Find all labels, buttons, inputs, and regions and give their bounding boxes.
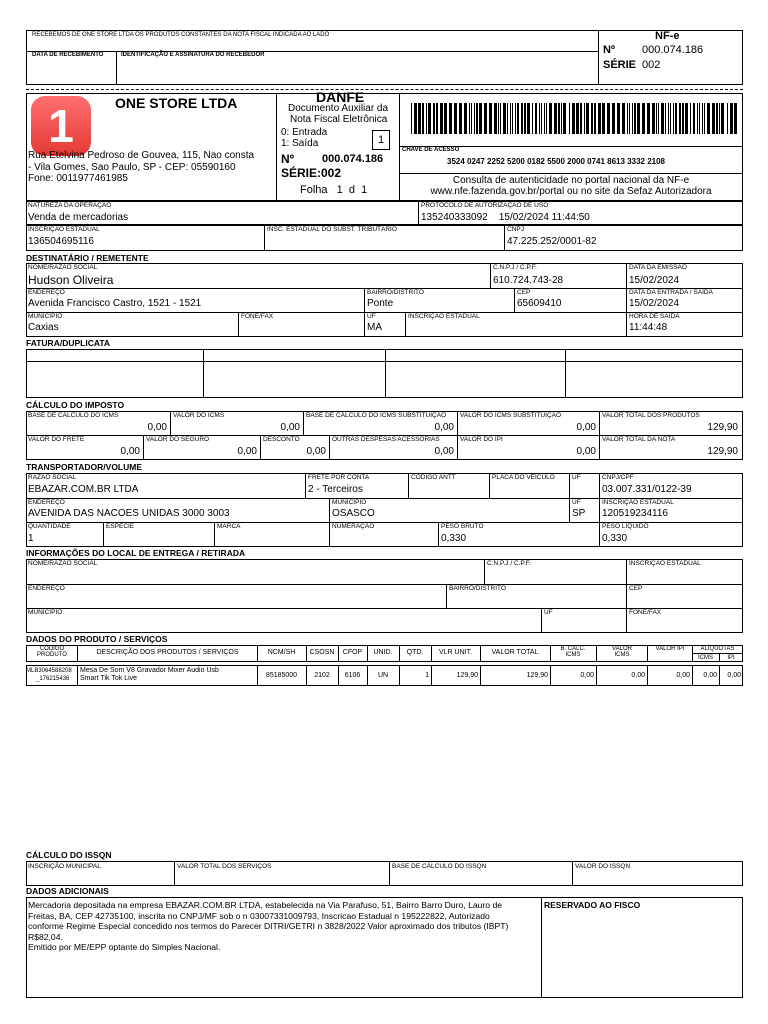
protocol-value: 135240333092 15/02/2024 11:44:50 [421,212,590,223]
barcode-bar [685,103,688,134]
net-weight: 0,330 [602,533,628,544]
barcode-bar [602,103,605,134]
logo-numeral: 1 [48,100,74,152]
carrier-city: OSASCO [332,508,375,519]
danfe-exit-option: 1: Saída [281,138,319,149]
exit-time-label: HORA DE SAÍDA [629,313,680,320]
barcode-bar [532,103,533,134]
recipient-phone-label: FONE/FAX [241,313,274,320]
other-expenses: 0,00 [434,446,454,457]
danfe-number: 000.074.186 [322,153,384,165]
issqn-services-label: VALOR TOTAL DOS SERVIÇOS [177,863,272,870]
carrier-cnpj: 03.007.331/0122-39 [602,484,692,495]
recipient-name-label: NOME/RAZÃO SOCIAL [28,264,98,271]
barcode-bar [670,103,671,134]
consult-line-1: Consulta de autenticidade no portal nacional da NF-e [452,175,690,186]
base-icms: 0,00 [147,422,167,433]
receipt-statement: RECEBEMOS DE ONE STORE LTDA OS PRODUTOS CONSTANTES DA NOTA FISCAL INDICADA AO LADO [32,32,330,38]
barcode-bar [459,103,462,134]
recipient-city-label: MUNICÍPIO [28,313,63,320]
barcode-bar [510,103,511,134]
numbering-label: NUMERAÇÃO [332,523,375,530]
additional-info [28,900,538,953]
emission-date: 15/02/2024 [629,275,680,286]
barcode-bar [433,103,435,134]
carrier-name-label: RAZÃO SOCIAL [28,474,77,481]
gross-weight: 0,330 [441,533,467,544]
stub-number-label: Nº [603,44,615,56]
barcode-bar [665,103,666,134]
invoice-total-label: VALOR TOTAL DA NOTA [602,436,676,443]
recipient-name: Hudson Oliveira [28,273,114,287]
discount-value: 0,00 [306,446,326,457]
barcode-bar [586,103,589,134]
barcode-bar [558,103,560,134]
barcode-bar [563,103,566,134]
carrier-address: AVENIDA DAS NACOES UNIDAS 3000 3003 [28,508,230,519]
col-rate-ipi: IPI [727,655,735,661]
col-qty: QTD. [406,649,424,656]
col-base-icms: B. CALC. ICMS [560,646,586,659]
issqn-value-label: VALOR DO ISSQN [575,863,631,870]
freight-value: 0,00 [120,446,140,457]
barcode-bar [673,103,674,134]
danfe-type: 1 [377,134,385,146]
products-total-label: VALOR TOTAL DOS PRODUTOS [602,412,700,419]
invoice-total: 129,90 [707,446,738,457]
barcode-bar [675,103,677,134]
barcode-bar [576,103,579,134]
recipient-address-label: ENDEREÇO [28,289,65,296]
icms-st: 0,00 [576,422,596,433]
issqn-im-label: INSCRIÇÃO MUNICIPAL [28,863,101,870]
item-rate-icms: 0,00 [703,672,717,679]
barcode-bar [730,103,733,134]
barcode-bar [444,103,447,134]
carrier-uf2-label: UF [572,499,581,506]
barcode-bar [454,103,457,134]
barcode-bar [658,103,659,134]
barcode-bar [561,103,562,134]
barcode-bar [569,103,570,134]
item-unit: UN [377,672,389,679]
barcode-bar [716,103,718,134]
barcode-bar [517,103,519,134]
icms-label: VALOR DO ICMS [173,412,225,419]
barcode-bar [484,103,487,134]
recipient-address: Avenida Francisco Castro, 1521 - 1521 [28,298,202,309]
barcode-bar [474,103,475,134]
barcode-bar [411,103,412,134]
barcode-bar [544,103,545,134]
fisco-label: RESERVADO AO FISCO [544,900,641,910]
barcode-bar [693,103,695,134]
emission-date-label: DATA DA EMISSÃO [629,264,687,271]
barcode-bar [436,103,438,134]
item-ipi: 0,00 [676,672,690,679]
barcode-bar [541,103,542,134]
barcode-bar [539,103,540,134]
danfe-subtitle-2: Nota Fiscal Eletrônica [290,114,388,125]
danfe-subtitle-1: Documento Auxiliar da [288,103,389,114]
freight-label: VALOR DO FRETE [28,436,85,443]
recipient-ie-label: INSCRIÇÃO ESTADUAL [408,313,480,320]
recipient-uf: MA [367,322,382,333]
barcode-bar [629,103,630,134]
barcode-bar [449,103,452,134]
stub-number: 000.074.186 [642,44,704,56]
barcode-bar [524,103,526,134]
barcode-bar [707,103,710,134]
barcode-bar [612,103,615,134]
nature-value: Venda de mercadorias [28,212,129,223]
barcode-bar [594,103,596,134]
exit-time: 11:44:48 [629,322,668,333]
plate-label: PLACA DO VEÍCULO [492,474,555,481]
col-total: VALOR TOTAL [491,649,539,656]
carrier-uf-label: UF [572,474,581,481]
danfe-entry-option: 0: Entrada [281,127,328,138]
quantity-label: QUANTIDADE [28,523,71,530]
icms-value: 0,00 [280,422,300,433]
carrier-address-label: ENDEREÇO [28,499,65,506]
col-unit: UNID. [373,649,393,656]
carrier-cnpj-label: CNPJ/CPF [602,474,634,481]
cut-line [26,89,743,90]
barcode-bar [428,103,431,134]
nature-label: NATUREZA DA OPERAÇÃO [28,202,112,209]
additional-line: Mercadoria depositada na empresa EBAZAR.COM.BR LTDA, estabelecida na Via Parafuso, 51, Bairro Barro Duro, Lauro de [28,900,503,910]
stub-serie-label: SÉRIE [603,59,637,71]
species-label: ESPÉCIE [106,523,135,530]
barcode-bar [521,103,523,134]
col-ncm: NCM/SH [267,649,296,656]
col-code: CÓDIGO PRODUTO [37,646,67,659]
item-unit-price: 129,90 [456,672,478,679]
item-base-icms: 0,00 [580,672,594,679]
col-ipi: VALOR IPI [655,646,685,652]
recipient-cep: 65609410 [517,298,562,309]
gross-weight-label: PESO BRUTO [441,523,484,530]
item-ncm: 85185000 [265,672,298,679]
cnpj-label: CNPJ [507,226,524,233]
danfe-serie: SÉRIE:002 [281,166,342,180]
barcode-bar [699,103,700,134]
barcode-bar [682,103,684,134]
issqn-base-label: BASE DE CÁLCULO DO ISSQN [392,863,487,870]
barcode-bar [498,103,499,134]
barcode-bar [642,103,645,134]
base-icms-st: 0,00 [434,422,454,433]
barcode-bar [656,103,657,134]
insurance-label: VALOR DO SEGURO [146,436,210,443]
icms-st-label: VALOR DO ICMS SUBSTITUIÇÃO [460,412,562,419]
delivery-cep-label: CEP [629,585,643,592]
brand-label: MARCA [217,523,241,530]
recipient-uf-label: UF [367,313,376,320]
carrier-name: EBAZAR.COM.BR LTDA [28,484,139,495]
carrier-ie-label: INSCRIÇÃO ESTADUAL [602,499,674,506]
barcode-bar [469,103,470,134]
additional-section: DADOS ADICIONAIS [26,886,109,896]
delivery-address-label: ENDEREÇO [28,585,65,592]
barcode-bar [572,103,575,134]
additional-line: Emitido por ME/EPP optante do Simples Nacional. [28,942,221,952]
ie-label: INSCRIÇÃO ESTADUAL [28,226,100,233]
barcode-bar [440,103,443,134]
barcode-bar [634,103,636,134]
receipt-signature-label: IDENTIFICAÇÃO E ASSINATURA DO RECEBEDOR [121,52,265,58]
issqn-section: CÁLCULO DO ISSQN [26,850,112,860]
barcode-bar [554,103,557,134]
recipient-cep-label: CEP [517,289,531,296]
barcode-bar [607,103,610,134]
barcode-bar [418,103,421,134]
issuer-name: ONE STORE LTDA [115,95,238,111]
barcode-bar [712,103,715,134]
barcode-bar [464,103,467,134]
item-rate-ipi: 0,00 [727,672,741,679]
discount-label: DESCONTO [263,436,300,443]
col-rates: ALÍQUOTAS [700,646,735,652]
item-code-line1: MLB3064588208 [26,668,72,674]
item-desc-line2: Smart Tik Tok Live [80,675,138,682]
additional-line: Freitas, BA, CEP 42735100, inscrita no CNPJ/MF sob o n 03007331009793, Inscricao Estadual n 195222822, Autorizado [28,910,490,921]
barcode-bar [476,103,478,134]
barcode-bar [702,103,703,134]
barcode-bar [500,103,501,134]
danfe-title: DANFE [316,89,365,105]
barcode-bar [647,103,650,134]
insurance-value: 0,00 [237,446,257,457]
delivery-section: INFORMAÇÕES DO LOCAL DE ENTREGA / RETIRADA [26,548,246,558]
barcode-bar [627,103,628,134]
col-cfop: CFOP [342,649,363,656]
carrier-section: TRANSPORTADOR/VOLUME [26,462,143,472]
freight-mode-label: FRETE POR CONTA [308,474,370,481]
barcode-bar [668,103,669,134]
barcode-bar [679,103,681,134]
barcode-bar [721,103,724,134]
barcode-bar [426,103,427,134]
consult-line-2: www.nfe.fazenda.gov.br/portal ou no site da Sefaz Autorizadora [430,186,712,197]
barcode-bar [617,103,620,134]
barcode-bar [535,103,537,134]
issuer-address-line1: Rua Etelvina Pedroso de Gouvea, 115, Nao consta [28,150,255,161]
item-total: 129,90 [526,672,548,679]
store-logo [31,96,91,156]
recipient-district: Ponte [367,298,394,309]
col-csosn: CSOSN [309,649,335,656]
barcode-bar [580,103,582,134]
barcode-bar [527,103,530,134]
barcode-bar [661,103,664,134]
recipient-cpf: 610.724.743-28 [493,275,564,286]
col-rate-icms: ICMS [698,655,713,661]
barcode-bar [734,103,737,134]
delivery-name-label: NOME/RAZÃO SOCIAL [28,560,98,567]
ipi-value: 0,00 [576,446,596,457]
additional-line: conforme Regime Especial concedido nos termos do Parecer DITRI/GETRI n 3828/2022 Valor aproximado dos tributos (IBPT) [28,921,509,931]
barcode-bar [704,103,705,134]
invoice-section: FATURA/DUPLICATA [26,338,111,348]
recipient-district-label: BAIRRO/DISTRITO [367,289,424,296]
carrier-city-label: MUNICÍPIO [332,499,367,506]
item-csosn: 2102 [314,672,330,679]
tax-section: CÁLCULO DO IMPOSTO [26,400,125,410]
item-icms: 0,00 [631,672,645,679]
delivery-city-label: MUNICÍPIO [28,609,63,616]
delivery-uf-label: UF [544,609,553,616]
iest-label: INSC. ESTADUAL DO SUBST. TRIBUTÁRIO [267,226,397,233]
exit-date-label: DATA DA ENTRADA / SAÍDA [629,289,713,296]
delivery-ie-label: INSCRIÇÃO ESTADUAL [629,560,701,567]
barcode-bar [549,103,552,134]
barcode-bar [515,103,516,134]
issuer-address-line2: - Vila Gomes, Sao Paulo, SP - CEP: 05590160 [28,162,236,173]
barcode-bar [494,103,497,134]
stub-nfe-label: NF-e [655,30,680,42]
net-weight-label: PESO LÍQUIDO [602,523,649,530]
barcode-bar [546,103,547,134]
issuer-phone: Fone: 0011977461985 [28,173,128,184]
item-code-line2: _176215436 [36,676,70,682]
barcode-bar [479,103,482,134]
barcode-bar [637,103,640,134]
products-section: DADOS DO PRODUTO / SERVIÇOS [26,634,168,644]
danfe-page: Folha 1 d 1 [300,184,368,196]
item-cfop: 6106 [344,672,361,679]
barcode-bar [598,103,601,134]
barcode-bar [622,103,625,134]
barcode-bar [512,103,513,134]
recipient-section: DESTINATÁRIO / REMETENTE [26,253,149,263]
barcode-bar [507,103,508,134]
barcode-bar [591,103,593,134]
access-key-barcode [411,103,737,134]
base-icms-label: BASE DE CÁLCULO DO ICMS [28,412,119,419]
ie-value: 136504695116 [28,236,94,247]
danfe-number-label: Nº [281,152,295,166]
cnpj-value: 47.225.252/0001-82 [507,236,597,247]
exit-date: 15/02/2024 [629,298,680,309]
delivery-phone-label: FONE/FAX [629,609,662,616]
additional-line: R$82,04. [28,931,63,942]
col-description: DESCRIÇÃO DOS PRODUTOS / SERVIÇOS [96,649,239,656]
col-icms: VALOR ICMS [612,646,632,659]
barcode-bar [489,103,492,134]
carrier-uf: SP [572,508,586,519]
barcode-bar [727,103,728,134]
base-icms-st-label: BASE DE CÁLCULO DO ICMS SUBSTITUIÇÃO [306,412,447,419]
barcode-bar [471,103,472,134]
delivery-district-label: BAIRRO/DISTRITO [449,585,506,592]
protocol-label: PROTOCOLO DE AUTORIZAÇÃO DE USO [421,202,549,209]
col-unit-price: VLR UNIT. [438,649,473,656]
barcode-bar [719,103,720,134]
receipt-date-label: DATA DE RECEBIMENTO [32,52,104,58]
stub-serie: 002 [642,59,661,71]
barcode-bar [652,103,655,134]
item-qty: 1 [425,672,429,679]
freight-mode: 2 - Terceiros [308,484,363,495]
barcode-bar [690,103,691,134]
carrier-ie: 120519234116 [602,508,668,519]
barcode-bar [697,103,698,134]
ipi-label: VALOR DO IPI [460,436,503,443]
products-total: 129,90 [707,422,738,433]
item-desc-line1: Mesa De Som V8 Gravador Mixer Audio Usb [80,667,219,674]
barcode-bar [422,103,424,134]
barcode-bar [414,103,417,134]
access-key: 3524 0247 2252 5200 0182 5500 2000 0741 8613 3332 2108 [447,157,665,166]
barcode-bar [584,103,585,134]
other-expenses-label: OUTRAS DESPESAS ACESSÓRIAS [332,436,440,443]
recipient-cpf-label: C.N.P.J / C.P.F. [493,264,537,271]
barcode-bar [503,103,506,134]
delivery-cpf-label: C.N.P.J / C.P.F. [487,560,531,567]
recipient-city: Caxias [28,322,59,333]
access-key-label: CHAVE DE ACESSO [402,147,460,153]
antt-label: CODIGO ANTT [411,474,456,481]
quantity-value: 1 [28,533,34,544]
barcode-bar [632,103,633,134]
